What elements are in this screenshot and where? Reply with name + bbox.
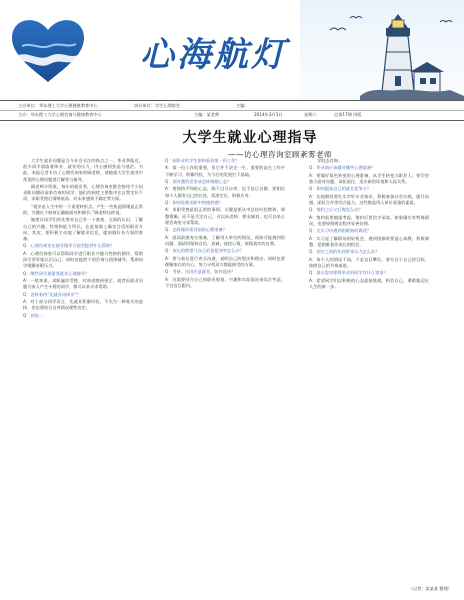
masthead-title: 心海航灯 xyxy=(140,35,288,75)
answer-paragraph: A：要做好角色转变的心理准备，从学生转变为职业人，要学会独立面对问题，承担责任，适应新的环境和人际关系。 xyxy=(309,172,429,184)
heart-logo-icon xyxy=(12,20,84,82)
question-paragraph: Q：初次... xyxy=(23,312,43,318)
answer-paragraph: A：面试前要充分准备，了解用人单位的情况，预演可能遇到的问题。面试时保持自信、真诚，放松心情，展现真实的自我。 xyxy=(165,234,285,246)
pub-row-2 xyxy=(4,112,460,118)
question-paragraph: Q：同学之间的比较带来压力怎么办？ xyxy=(309,249,380,255)
question-paragraph: Q：毕业前应该做好哪些心理准备？ xyxy=(309,165,376,171)
question-paragraph: Q：最后您对即将毕业的同学有什么寄语？ xyxy=(309,270,388,276)
question-paragraph: Q：刚毕业的学生如何看待第一份工作？ xyxy=(165,158,240,163)
body-paragraph: “就业是人生中的一个重要转折点，产生一些焦虑情绪是正常的，关键在于如何正确地面对和调节。”顾老师这样说。 xyxy=(23,203,143,215)
pub-organizer: 主办：华东理工大学心理咨询与健康教育中心 xyxy=(18,112,102,117)
body-paragraph: 顾老师介绍说，每年的就业季，心理咨询室都会接待不少因求职问题而前来咨询的同学，他们的困扰主要集中在自我定位不清、求职受挫后情绪低落、对未来感到不确定等方面。 xyxy=(23,184,143,202)
answer-paragraph: A：一般来说，求职屡次受挫、对前途感到迷茫、或者因就业问题与家人产生矛盾的同学，都可以来寻求帮助。 xyxy=(23,277,143,290)
answer-paragraph: A：第一份工作很重要，但它并不决定一生。重要的是在工作中不断学习、积累经验，为今后的发展打下基础。 xyxy=(165,165,285,177)
body-paragraph: 大学生就业问题是当今社会关注的热点之一。毕业季临近，很多同学面临着择业、就业的压力，内心感到焦虑与迷茫。为此，本报记者专访了心理咨询室的顾老师，请她就大学生就业中常见的心理问题进行解答与指导。 xyxy=(23,158,143,182)
question-paragraph: Q：签约之后又后悔怎么办？ xyxy=(309,207,363,213)
article-column-1 xyxy=(23,158,143,595)
publication-info xyxy=(0,100,464,122)
body-paragraph: 她建议同学们首先要对自己有一个客观、全面的认识，了解自己的兴趣、性格和能力所长，在此基础上确定合适的职业方向。其次，要积极主动地了解就业信息，提前做好各方面的准备。 xyxy=(23,217,143,241)
question-paragraph: Q：怎样做好面试前的心理准备？ xyxy=(165,227,227,233)
rule-mid xyxy=(0,110,464,111)
question-paragraph: Q：哪些同学最需要就业心理辅导？ xyxy=(23,270,90,276)
body-paragraph: 学院去咨询。 xyxy=(317,158,343,163)
answer-paragraph: A：要保持平和的心态，既不过分自卑，也不盲目自傲。要相信每个人都有自己的长处，找准定位，积极应对。 xyxy=(165,186,285,198)
pub-row-1 xyxy=(4,103,460,109)
answer-paragraph: A：实习是了解职场的好机会，遇到困难时要虚心请教，积极调整，把困难看作成长的机会。 xyxy=(309,235,429,247)
answer-paragraph: A：这需要结合自己的职业规划、兴趣和实际情况来综合考虑，不宜盲目跟风。 xyxy=(165,276,285,288)
question-paragraph: Q：如何处理求职中的挫折感？ xyxy=(165,199,223,205)
pub-editor-label: 主编： xyxy=(236,103,249,108)
answer-paragraph: A：希望同学们以积极的心态迎接挑战，相信自己，勇敢地迈出人生的新一步。 xyxy=(309,277,429,289)
pub-issue: 总第17期 四版 xyxy=(334,112,362,117)
question-paragraph: Q：如何提高自己的就业竞争力？ xyxy=(309,186,371,192)
question-paragraph: Q：在实习中遇到困难如何调适？ xyxy=(309,228,371,234)
article-subtitle: ——访心理咨询室顾紊雾老师 xyxy=(228,150,332,159)
answer-paragraph: A：每个人的情况不同，不必盲目攀比。要专注于自己的目标，按照自己的节奏前进。 xyxy=(309,256,429,268)
rule-top xyxy=(0,100,464,101)
article-title: 大学生就业心理指导 xyxy=(182,130,318,146)
pub-editor: 主编：某老师 xyxy=(194,112,220,117)
article-footer-note: （记者：某某某 整理） xyxy=(408,586,452,591)
question-paragraph: Q：心理咨询室在就业指导方面会提供什么帮助？ xyxy=(23,243,115,249)
answer-paragraph: A：签约前要慎重考虑，签约后要信守承诺。如果确实有特殊情况，也要按照规定程序妥善处理。 xyxy=(309,214,429,226)
answer-paragraph: A：心理咨询室可以帮助同学进行职业兴趣与性格的测评，帮助同学更好地认识自己；同时也提供个别咨询与团体辅导，帮助同学缓解求职压力。 xyxy=(23,250,143,269)
question-paragraph: Q：家长的期望与自己的意愿冲突怎么办？ xyxy=(165,248,244,254)
pub-date: 2014年3月1日 xyxy=(254,112,283,117)
rule-bottom xyxy=(0,120,464,121)
article-column-2 xyxy=(165,158,285,595)
question-paragraph: Q：怎样看待“先就业再择业”？ xyxy=(23,291,81,297)
pub-host: 主办单位：华东理工大学心理健康教育中心 xyxy=(18,103,98,108)
pub-weekday: 星期六 xyxy=(304,112,317,117)
answer-paragraph: A：在校期间要扎实学好专业知识，积极参加社会实践，提升沟通、团队合作等综合能力，这些都是用人单位看重的素质。 xyxy=(309,193,429,205)
answer-paragraph: A：求职受挫是很正常的事情，关键是要从中总结经验教训，调整策略，而不是否定自己。可以向老师、朋友倾诉，也可以来心理咨询室寻求帮助。 xyxy=(165,207,285,225)
masthead xyxy=(0,0,464,117)
pub-cohost: 协办单位：学生心理协会 xyxy=(134,103,181,108)
answer-paragraph: A：要与家长进行充分沟通，说明自己的想法和理由，同时也要理解家长的关心，努力寻找双方都能接受的方案。 xyxy=(165,255,285,267)
answer-paragraph: A：对于部分同学而言，先就业积累经验，不失为一种务实的选择，但也要结合自身情况理性决定。 xyxy=(23,298,143,311)
question-paragraph: Q：面对激烈竞争该怎样调整心态？ xyxy=(165,178,232,184)
question-paragraph: Q：考研、出国还是就业，如何选择？ xyxy=(165,269,236,275)
masthead-art xyxy=(0,0,464,100)
article-column-3 xyxy=(309,158,429,595)
